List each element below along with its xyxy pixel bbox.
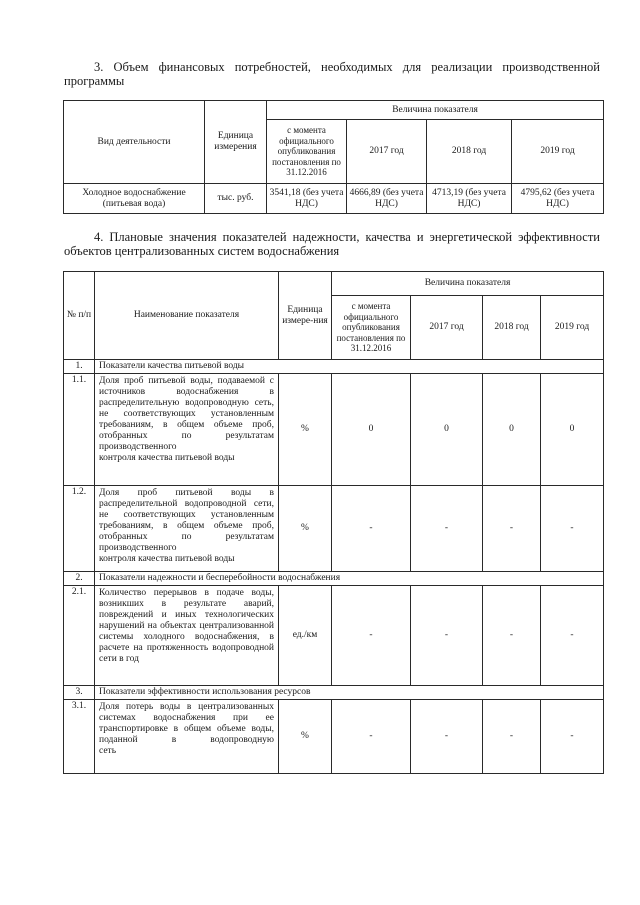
table-row: [64, 486, 604, 572]
cell-value-2017: 4666,89 (без учета НДС): [347, 184, 427, 214]
section-number: 3.: [64, 686, 95, 700]
cell-value-2018: 0: [483, 374, 541, 486]
header-year-2019: 2019 год: [512, 120, 604, 184]
cell-value-initial: 0: [332, 374, 411, 486]
cell-value-2017: 0: [411, 374, 483, 486]
header-year-2018: 2018 год: [483, 296, 541, 360]
header-year-2018: 2018 год: [427, 120, 512, 184]
cell-unit: %: [279, 486, 332, 572]
table-row: [64, 700, 604, 774]
section3-heading: 3. Объем финансовых потребностей, необходимых для реализации производственной программы: [64, 60, 600, 88]
section-title: Показатели эффективности использования ресурсов: [95, 686, 604, 700]
section-number: 2.: [64, 572, 95, 586]
header-year-2019: 2019 год: [541, 296, 604, 360]
cell-value-2017: -: [411, 586, 483, 686]
cell-value-2017: -: [411, 700, 483, 774]
header-value-group: Величина показателя: [267, 101, 604, 120]
cell-value-initial: 3541,18 (без учета НДС): [267, 184, 347, 214]
row-number: 3.1.: [64, 700, 95, 774]
header-period-initial: с момента официального опубликования постановления по 31.12.2016: [332, 296, 411, 360]
cell-value-initial: -: [332, 586, 411, 686]
cell-value-2018: -: [483, 700, 541, 774]
row-number: 2.1.: [64, 586, 95, 686]
section-row: [64, 572, 604, 586]
section-row: [64, 360, 604, 374]
cell-value-2019: -: [541, 700, 604, 774]
cell-value-initial: -: [332, 486, 411, 572]
table-row: [64, 586, 604, 686]
cell-unit: %: [279, 700, 332, 774]
table-row: [64, 374, 604, 486]
header-activity: Вид деятельности: [64, 101, 205, 184]
cell-value-2019: 0: [541, 374, 604, 486]
cell-unit: тыс. руб.: [205, 184, 267, 214]
row-number: 1.2.: [64, 486, 95, 572]
header-value-group: Величина показателя: [332, 272, 604, 296]
header-unit: Единица измерения: [205, 101, 267, 184]
section-row: [64, 686, 604, 700]
table-row: [64, 184, 604, 214]
cell-value-2019: -: [541, 486, 604, 572]
indicators-table: [63, 271, 604, 774]
section4-heading: 4. Плановые значения показателей надежности, качества и энергетической эффективности объектов централизованных систем водоснабжения: [64, 230, 600, 258]
cell-value-2018: -: [483, 586, 541, 686]
cell-unit: ед./км: [279, 586, 332, 686]
cell-value-2019: -: [541, 586, 604, 686]
header-number: № п/п: [64, 272, 95, 360]
cell-value-2018: -: [483, 486, 541, 572]
header-name: Наименование показателя: [95, 272, 279, 360]
indicator-name: Доля проб питьевой воды в распределительной водопроводной сети, не соответствующих установленным требованиям, в общем объеме проб, отобранных по результатам производственного контроля качества питьевой воды: [95, 486, 279, 572]
row-number: 1.1.: [64, 374, 95, 486]
cell-value-2018: 4713,19 (без учета НДС): [427, 184, 512, 214]
financial-needs-table: [63, 100, 604, 214]
header-year-2017: 2017 год: [411, 296, 483, 360]
section-title: Показатели качества питьевой воды: [95, 360, 604, 374]
cell-value-2019: 4795,62 (без учета НДС): [512, 184, 604, 214]
header-unit: Единица измере-ния: [279, 272, 332, 360]
cell-value-2017: -: [411, 486, 483, 572]
header-year-2017: 2017 год: [347, 120, 427, 184]
section-title: Показатели надежности и бесперебойности водоснабжения: [95, 572, 604, 586]
header-period-initial: с момента официального опубликования постановления по 31.12.2016: [267, 120, 347, 184]
cell-activity: Холодное водоснабжение (питьевая вода): [64, 184, 205, 214]
section-number: 1.: [64, 360, 95, 374]
cell-unit: %: [279, 374, 332, 486]
cell-value-initial: -: [332, 700, 411, 774]
indicator-name: Доля проб питьевой воды, подаваемой с источников водоснабжения в распределительную водопроводную сеть, не соответствующих установленным требованиям, в общем объеме проб, отобранных по результатам производственного контроля качества питьевой воды: [95, 374, 279, 486]
indicator-name: Доля потерь воды в централизованных системах водоснабжения при ее транспортировке в общем объеме воды, поданной в водопроводную сеть: [95, 700, 279, 774]
indicator-name: Количество перерывов в подаче воды, возникших в результате аварий, повреждений и иных технологических нарушений на объектах централизованной системы холодного водоснабжения, в расчете на протяженность водопроводной сети в год: [95, 586, 279, 686]
